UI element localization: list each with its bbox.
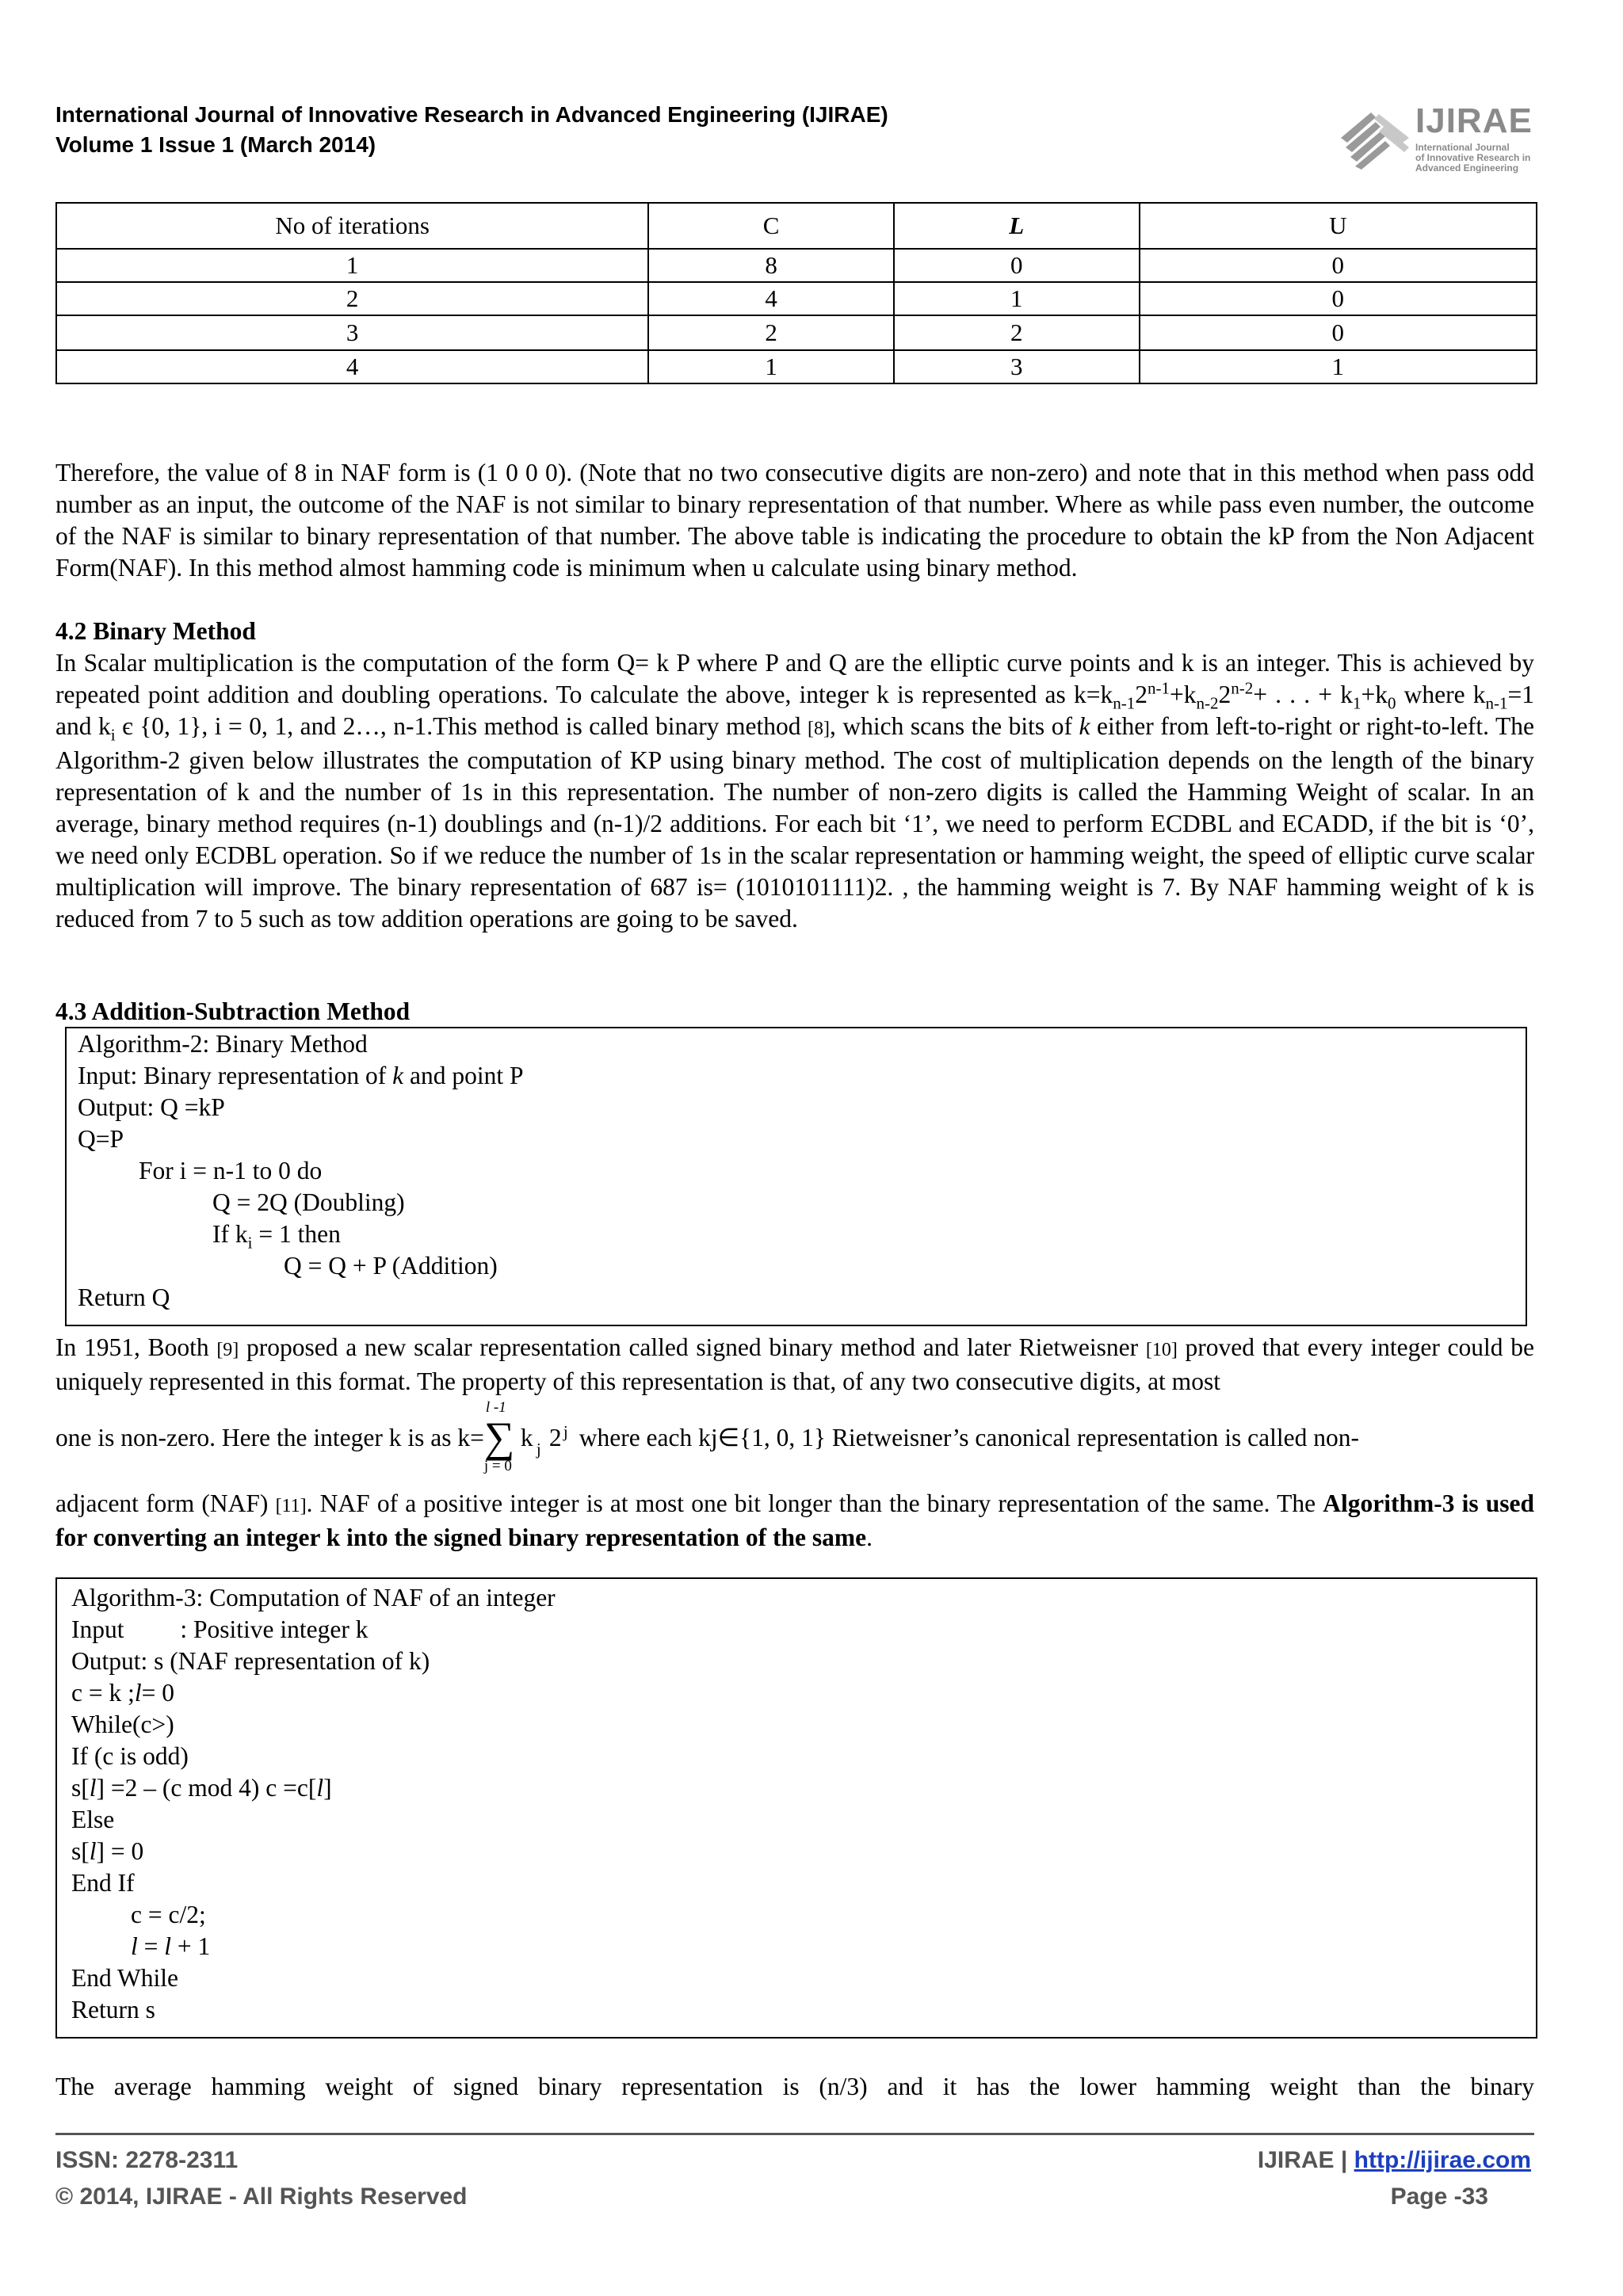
table-cell: 1 (894, 282, 1140, 315)
citation-11: [11] (275, 1496, 307, 1516)
algorithm-3-output: Output: s (NAF representation of k) (71, 1647, 430, 1675)
algorithm-2-loop: For i = n-1 to 0 do (139, 1157, 323, 1184)
table-cell: 0 (894, 249, 1140, 282)
algorithm-3-endwhile: End While (71, 1964, 179, 1992)
algorithm-3-input: Input : Positive integer k (71, 1615, 369, 1643)
table-cell: 1 (56, 249, 648, 282)
journal-title: International Journal of Innovative Research in Advanced Engineering (IJIRAE) (55, 102, 888, 127)
table-row (56, 249, 1537, 282)
table-cell: 3 (56, 315, 648, 350)
table-header-cell: L (894, 203, 1140, 249)
algorithm-2-return: Return Q (78, 1283, 170, 1311)
table-row (56, 350, 1537, 383)
logo-sub-line-3: Advanced Engineering (1415, 162, 1519, 174)
paragraph-hamming-weight: The average hamming weight of signed binary representation is (n/3) and it has the lower hamming weight than the binary (55, 2073, 1534, 2100)
algorithm-3-title: Algorithm-3: Computation of NAF of an integer (71, 1584, 556, 1611)
algorithm-3-return: Return s (71, 1996, 155, 2023)
footer-page-number: Page -33 (1390, 2183, 1488, 2210)
journal-header (55, 100, 888, 160)
book-logo-icon (1339, 106, 1411, 170)
sigma-symbol: ∑ (483, 1413, 515, 1461)
table-cell: 4 (56, 350, 648, 383)
paragraph-naf-result: Therefore, the value of 8 in NAF form is (1 0 0 0). (Note that no two consecutive digits are non-zero) and note that in this method when pass odd number as an input, the outcome of the NAF is not similar to binary representation of that number. Where as while pass even number, the outcome of the NAF is similar to binary representation of that number. The above table is indicating the procedure to obtain the kP from the Non Adjacent Form(NAF). In this method almost hamming code is minimum when u calculate using binary method. (55, 459, 1534, 582)
section-heading-4-2: 4.2 Binary Method (55, 617, 256, 645)
table-cell: 1 (1140, 350, 1537, 383)
algorithm-2-title: Algorithm-2: Binary Method (78, 1030, 368, 1058)
naf-iterations-table (55, 202, 1537, 384)
table-cell: 0 (1140, 315, 1537, 350)
table-row (56, 315, 1537, 350)
table-cell: 2 (648, 315, 894, 350)
citation-8: [8] (807, 719, 830, 739)
paragraph-signed-binary: In 1951, Booth [9] proposed a new scalar representation called signed binary method and later Rietweisner [10] proved that every integer could be uniquely represented in this format. The property of this representation is that, of any two consecutive digits, at most (55, 1333, 1534, 1395)
logo-sub-line-1: International Journal (1415, 142, 1510, 153)
algorithm-3-init: c = k ;l= 0 (71, 1679, 175, 1707)
algorithm-2-init: Q=P (78, 1125, 124, 1153)
algorithm-2-double: Q = 2Q (Doubling) (212, 1188, 405, 1216)
table-cell: 2 (56, 282, 648, 315)
algorithm-2-if: If $k_i = 1$ then (212, 1220, 341, 1253)
algorithm-2-add: Q = Q + P (Addition) (284, 1252, 498, 1280)
journal-volume: Volume 1 Issue 1 (March 2014) (55, 132, 376, 157)
logo-sub-line-2: of Innovative Research in (1415, 152, 1531, 163)
footer-url-link[interactable]: http://ijirae.com (1354, 2147, 1531, 2173)
algorithm-2-input: Input: Binary representation of k and point P (78, 1062, 524, 1089)
table-header-cell: U (1140, 203, 1537, 249)
paragraph-binary-method: In Scalar multiplication is the computation of the form Q= k P where P and Q are the elliptic curve points and k is an integer. This is achieved by repeated point addition and doubling operations. To calculate the above, integer k is represented as $k=k_{n-1}2^{n-1}+k_{n-2}2^{n-2}+$ . . . + $k_1+k_0$ where $k_{n-1}=1$ and $k_i$ є {0, 1}, i = 0, 1, and 2…, n-1.This method is called binary method [8], which scans the bits of k either from left-to-right or right-to-left. The Algorithm-2 given below illustrates the computation of KP using binary method. The cost of multiplication depends on the length of the binary representation of k and the number of 1s in this representation. The number of non-zero digits is called the Hamming Weight of scalar. In an average, binary method requires (n-1) doublings and (n-1)/2 additions. For each bit ‘1’, we need to perform ECDBL and ECADD, if the bit is ‘0’, we need only ECDBL operation. So if we reduce the number of 1s in the scalar representation or hamming weight, the speed of elliptic curve scalar multiplication will improve. The binary representation of 687 is= (1010101111)2. , the hamming weight is 7. By NAF hamming weight of k is reduced from 7 to 5 such as tow addition operations are going to be saved. (55, 649, 1535, 933)
footer-site: IJIRAE | http://ijirae.com (1257, 2147, 1531, 2173)
paragraph-naf-definition: adjacent form (NAF) [11]. NAF of a positive integer is at most one bit longer than the binary representation of the same. The Algorithm-3 is used for converting an integer k into the signed binary representation of the same. (55, 1489, 1534, 1551)
algorithm-2-output: Output: Q =kP (78, 1093, 225, 1121)
citation-10: [10] (1145, 1340, 1178, 1360)
algorithm-3-while: While(c>) (71, 1711, 174, 1738)
footer-divider (55, 2133, 1534, 2135)
logo-subtitle (1415, 143, 1530, 174)
algorithm-3-increment: l = l + 1 (131, 1932, 211, 1960)
summation-formula: l -1 ∑ j = 0 k j 2 j (483, 1399, 568, 1474)
algorithm-2-box (65, 1027, 1527, 1326)
footer-copyright: © 2014, IJIRAE - All Rights Reserved (55, 2183, 468, 2210)
naf-sum-line: one is non-zero. Here the integer k is as k= l -1 ∑ j = 0 k j 2 j where each kj∈{1, 0, 1} Rietweisner’s canonical representation is called non- (55, 1399, 1359, 1474)
footer-issn: ISSN: 2278-2311 (55, 2147, 239, 2173)
table-header-cell: No of iterations (56, 203, 648, 249)
table-cell: 4 (648, 282, 894, 315)
section-heading-4-3: 4.3 Addition-Subtraction Method (55, 997, 411, 1025)
table-cell: 1 (648, 350, 894, 383)
citation-9: [9] (216, 1340, 239, 1360)
algorithm-3-else: Else (71, 1806, 115, 1833)
algorithm-3-endif: End If (71, 1869, 135, 1897)
table-cell: 3 (894, 350, 1140, 383)
algorithm-3-step-even: s[l] = 0 (71, 1837, 144, 1865)
table-header-cell: C (648, 203, 894, 249)
table-cell: 2 (894, 315, 1140, 350)
table-cell: 0 (1140, 249, 1537, 282)
table-cell: 0 (1140, 282, 1537, 315)
ijirae-logo (1339, 101, 1545, 174)
table-header-row (56, 203, 1537, 249)
table-row (56, 282, 1537, 315)
table-cell: 8 (648, 249, 894, 282)
algorithm-3-halve: c = c/2; (131, 1901, 206, 1928)
algorithm-3-if: If (c is odd) (71, 1742, 189, 1770)
algorithm-3-step-odd: s[l] =2 – (c mod 4) c =c[l] (71, 1774, 332, 1802)
algorithm-3-box (55, 1577, 1537, 2039)
logo-brand: IJIRAE (1415, 101, 1533, 140)
